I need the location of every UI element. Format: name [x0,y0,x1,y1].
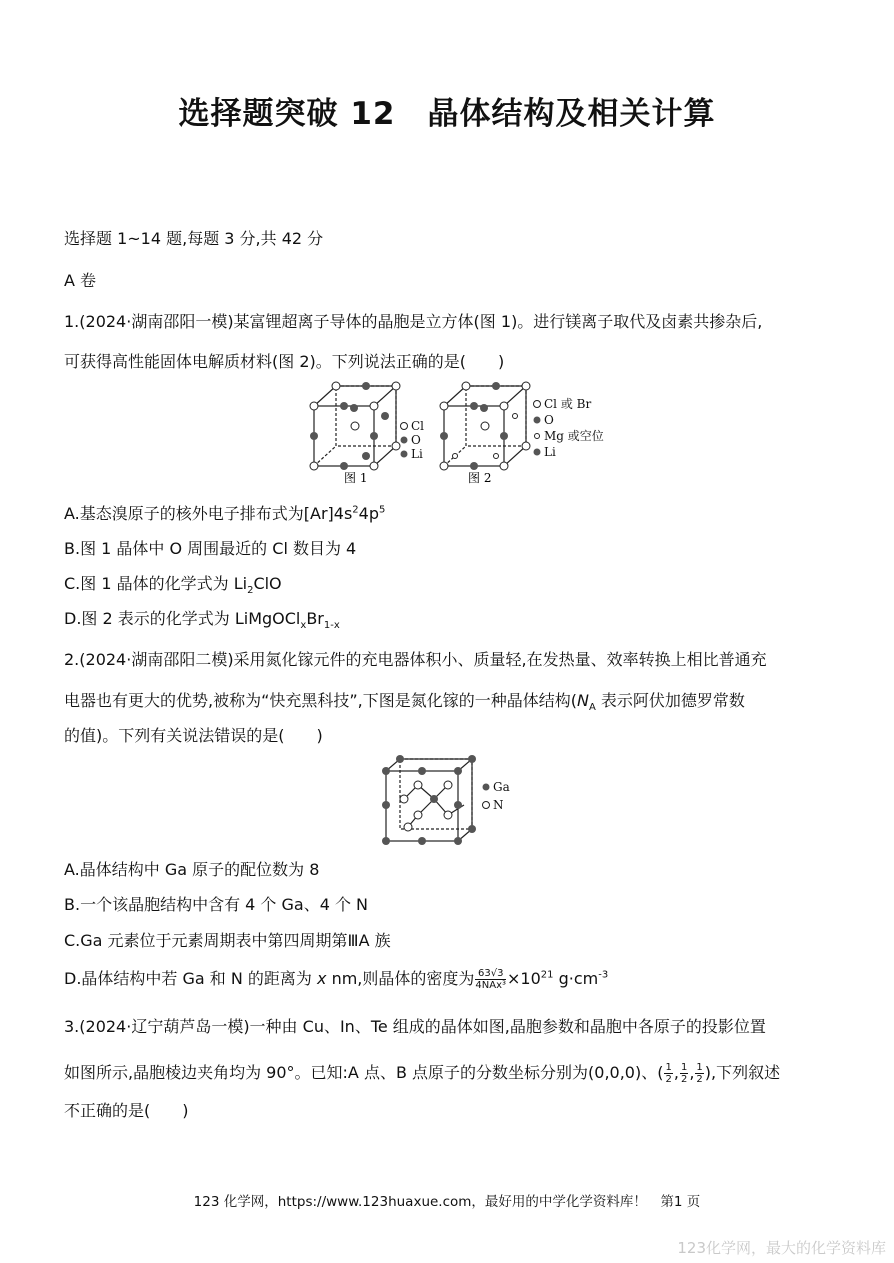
q1-line2: 可获得高性能固体电解质材料(图 2)。下列说法正确的是( ) [64,352,505,371]
q2-density-denominator: 4NAx³ [475,980,507,991]
q2-option-d-sup: 21 [540,969,554,981]
q1-option-a-text: A.基态溴原子的核外电子排布式为[Ar]4s [64,504,353,523]
q3-frac-3 [695,1062,703,1085]
q1-figures [300,378,630,490]
q3-frac-1-den: 2 [665,1074,672,1085]
q2-legend-ga: Ga [493,780,510,794]
q1-option-d-sub2: 1-x [323,620,340,632]
fig1-legend-o: O [411,433,421,447]
q2-atoms [382,755,476,845]
fig2-legend-li: Li [544,445,556,459]
fig1-legend-cl: Cl [411,419,425,433]
fig1-legend-li: Li [411,447,423,461]
q2-figure [378,755,518,845]
q2-line3: 的值)。下列有关说法错误的是( ) [64,726,323,745]
q3-line2-a: 如图所示,晶胞棱边夹角均为 90°。已知:A 点、B 点原子的分数坐标分别为(0,0,0)、( [64,1063,664,1082]
q1-option-a-sup1: 2 [352,504,359,516]
q3-frac-1 [664,1062,672,1085]
q1-option-a [64,501,385,524]
section-label: A 卷 [64,271,97,290]
q1-option-d [64,606,340,631]
q2-option-d-c: ×10 [507,969,541,988]
q1-option-d-text: D.图 2 表示的化学式为 LiMgOCl [64,609,301,628]
q2-legend-n: N [493,798,504,812]
q3-frac-1-num: 1 [665,1062,672,1073]
q2-option-d-b: nm,则晶体的密度为 [326,969,475,988]
q2-option-d-d: g·cm [553,969,599,988]
q2-line2-na: N [577,691,589,710]
page-title: 选择题突破 12 晶体结构及相关计算 [178,96,716,132]
watermark: 123化学网，最大的化学资料库 [677,1239,886,1257]
q3-frac-2 [680,1062,688,1085]
fig1-legend [401,419,425,461]
q3-frac-3-den: 2 [696,1074,703,1085]
q3-line2: 如图所示,晶胞棱边夹角均为 90°。已知:A 点、B 点原子的分数坐标分别为(0,0,0)、( $\frac{1}{2}$ , $\frac{1}{2}$ , $\frac{1}{2}$ ),下列叙述 [64,1062,781,1085]
q3-line3: 不正确的是( ) [64,1101,189,1120]
q2-option-b: B.一个该晶胞结构中含有 4 个 Ga、4 个 N [64,895,369,914]
q2-option-c: C.Ga 元素位于元素周期表中第四周期第ⅢA 族 [64,931,391,950]
q1-option-d-sub1: x [300,620,307,632]
q2-legend [483,780,510,812]
q2-option-d-a: D.晶体结构中若 Ga 和 N 的距离为 [64,969,318,988]
fig2-legend-clbr: Cl 或 Br [544,397,592,411]
q3-line2-b: ),下列叙述 [704,1063,781,1082]
q2-density-fraction [475,968,506,991]
q1-option-d-mid: Br [306,609,324,628]
q2-line2-a: 电器也有更大的优势,被称为“快充黑科技”,下图是氮化镓的一种晶体结构( [64,691,577,710]
q3-frac-2-den: 2 [680,1074,688,1085]
q3-frac-3-num: 1 [696,1062,703,1073]
q2-option-a: A.晶体结构中 Ga 原子的配位数为 8 [64,860,320,879]
q1-option-c [64,571,282,596]
q2-line2-b: 表示阿伏加德罗常数 [595,691,745,710]
q3-line1: 3.(2024·辽宁葫芦岛一模)一种由 Cu、In、Te 组成的晶体如图,晶胞参数和晶胞中各原子的投影位置 [64,1017,766,1036]
q2-density-numerator: 63√3 [475,968,506,980]
q1-line1: 1.(2024·湖南邵阳一模)某富锂超离子导体的晶胞是立方体(图 1)。进行镁离子取代及卤素共掺杂后, [64,312,763,331]
q2-line2-na-sub: A [588,702,596,714]
q2-option-d-x: x [317,969,327,988]
fig2-legend-mg: Mg 或空位 [544,429,604,443]
q1-option-c-sub: 2 [247,585,254,597]
q1-option-c-text: C.图 1 晶体的化学式为 Li [64,574,248,593]
page-footer: 123 化学网，https://www.123huaxue.com，最好用的中学化学资料库！ 第1 页 [193,1194,701,1210]
q3-frac-2-num: 1 [680,1062,688,1073]
q1-option-a-mid: 4p [358,504,379,523]
fig1-label: 图 1 [344,471,368,485]
fig2-label: 图 2 [468,471,492,485]
q1-option-c-tail: ClO [253,574,282,593]
fig2-legend [534,397,604,459]
q1-option-b: B.图 1 晶体中 O 周围最近的 Cl 数目为 4 [64,539,357,558]
q2-option-d [64,966,608,991]
fig2-legend-o: O [544,413,554,427]
q2-line2 [64,688,745,713]
q2-line1: 2.(2024·湖南邵阳二模)采用氮化镓元件的充电器体积小、质量轻,在发热量、效率转换上相比普通充 [64,650,767,669]
q1-option-a-sup2: 5 [379,504,386,516]
q2-option-d-sup2: -3 [598,969,609,981]
intro-text: 选择题 1~14 题,每题 3 分,共 42 分 [64,229,324,248]
